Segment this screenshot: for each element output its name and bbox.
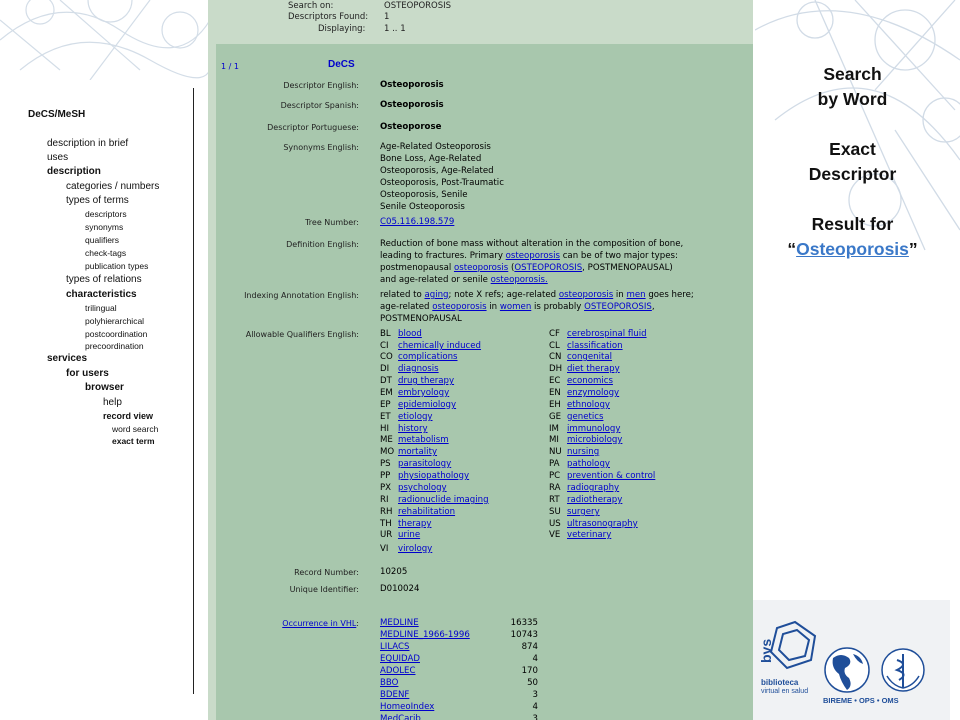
qualifier-code: EN <box>549 388 561 398</box>
qualifier <box>380 435 449 445</box>
indexing-label: Indexing Annotation English: <box>244 291 359 300</box>
qualifier-code: MI <box>549 435 559 445</box>
qualifier <box>549 519 638 529</box>
occurrence-count: 50 <box>527 678 538 688</box>
qualifier-code: DT <box>380 376 392 386</box>
occurrence-db-link[interactable]: LILACS <box>380 642 410 652</box>
decs-record-panel <box>208 0 753 720</box>
qualifier-link[interactable]: physiopathology <box>398 471 470 481</box>
qualifier <box>549 471 655 481</box>
qualifier-link[interactable]: pathology <box>567 459 610 469</box>
qualifier-code: VI <box>380 544 389 554</box>
qualifier-link[interactable]: genetics <box>567 412 604 422</box>
title-line: by Word <box>817 89 888 109</box>
qualifier-link[interactable]: microbiology <box>567 435 623 445</box>
record-number-value: 10205 <box>380 567 408 577</box>
qualifier <box>549 435 622 445</box>
qualifier-link[interactable]: diet therapy <box>567 364 620 374</box>
descriptor-spanish-value <box>380 100 444 112</box>
qualifier <box>380 519 431 529</box>
definition-link[interactable]: osteoporosis <box>453 262 509 273</box>
outline-heading: DeCS/MeSH <box>28 109 86 120</box>
title-spacer <box>760 112 945 137</box>
outline-item[interactable]: types of terms <box>66 195 129 206</box>
qualifier <box>380 459 451 469</box>
descriptor-portuguese-label: Descriptor Portuguese: <box>267 123 359 132</box>
qualifier-link[interactable]: urine <box>398 530 421 540</box>
qualifier-link[interactable]: etiology <box>398 412 433 422</box>
occurrence-db-link[interactable]: EQUIDAD <box>380 654 420 664</box>
qualifier-code: DH <box>549 364 563 374</box>
who-logo <box>879 646 927 694</box>
qualifier-code: MO <box>380 447 395 457</box>
qualifier <box>380 530 420 540</box>
occurrence-count: 4 <box>532 654 538 664</box>
qualifier <box>380 544 432 554</box>
qualifier-link[interactable]: rehabilitation <box>398 507 456 517</box>
qualifier <box>380 352 458 362</box>
qualifier-code: NU <box>549 447 562 457</box>
qualifier-link[interactable]: diagnosis <box>398 364 439 374</box>
outline-item[interactable]: description in brief <box>47 138 129 149</box>
qualifier <box>549 400 610 410</box>
indexing-fragment: is probably <box>531 301 585 312</box>
qualifier-code: RH <box>380 507 393 517</box>
definition-fragment: can be of two major types: <box>559 250 678 261</box>
qualifier <box>380 329 422 339</box>
outline-item[interactable]: publication types <box>85 261 149 271</box>
indexing-fragment: , <box>651 301 655 312</box>
qualifier <box>549 329 647 339</box>
definition-line <box>380 275 683 287</box>
qualifier-link[interactable]: immunology <box>567 424 621 434</box>
qualifier-code: UR <box>380 530 393 540</box>
occurrence-row <box>380 690 538 700</box>
descriptors-found-value: 1 <box>384 12 390 22</box>
qualifier <box>380 376 454 386</box>
qualifier <box>380 447 437 457</box>
qualifier-link[interactable]: history <box>398 424 428 434</box>
synonym: Osteoporosis, Senile <box>380 189 468 200</box>
qualifier <box>380 495 489 505</box>
descriptor-english-label: Descriptor English: <box>283 81 359 90</box>
qualifier-code: VE <box>549 530 561 540</box>
qualifier <box>380 412 433 422</box>
qualifier-link[interactable]: epidemiology <box>398 400 457 410</box>
outline-item[interactable]: word search <box>112 424 159 434</box>
displaying-label: Displaying: <box>318 24 366 34</box>
definition-fragment: leading to fractures. Primary <box>380 250 506 261</box>
qualifier-code: BL <box>380 329 391 339</box>
qualifier <box>380 364 439 374</box>
unique-identifier-value: D010024 <box>380 584 420 594</box>
qualifier-link[interactable]: therapy <box>398 519 432 529</box>
qualifier-code: PC <box>549 471 561 481</box>
occurrence-row <box>380 630 538 640</box>
outline-item[interactable]: synonyms <box>85 222 124 232</box>
outline-item[interactable]: record view <box>103 411 154 421</box>
close-quote: ” <box>908 239 918 259</box>
title-line: Descriptor <box>808 164 897 184</box>
qualifier-code: TH <box>380 519 392 529</box>
indexing-line <box>380 302 694 314</box>
qualifier-link[interactable]: radionuclide imaging <box>398 495 489 505</box>
definition-label: Definition English: <box>286 240 359 249</box>
outline-item[interactable]: trilingual <box>85 303 117 313</box>
qualifier <box>549 352 612 362</box>
qualifier-code: RA <box>549 483 561 493</box>
outline-item[interactable]: check-tags <box>85 248 127 258</box>
logo-strip <box>753 600 950 720</box>
qualifier-code: CF <box>549 329 560 339</box>
qualifier <box>549 507 600 517</box>
outline-item[interactable]: characteristics <box>66 289 137 300</box>
qualifier-code: EC <box>549 376 561 386</box>
qualifier-link[interactable]: ultrasonography <box>567 519 638 529</box>
occurrence-row <box>380 678 538 688</box>
who-emblem-icon <box>879 646 927 694</box>
qualifier <box>380 341 481 351</box>
indexing-link[interactable]: OSTEOPOROSIS <box>584 301 652 312</box>
synonym: Senile Osteoporosis <box>380 201 465 212</box>
definition-line: Reduction of bone mass without alteration in the composition of bone, <box>380 239 684 249</box>
qualifier-link[interactable]: veterinary <box>567 530 612 540</box>
definition-text <box>380 239 683 287</box>
qualifier-code: CN <box>549 352 562 362</box>
database-label: DeCS <box>328 59 355 70</box>
outline-item[interactable]: types of relations <box>66 274 142 285</box>
synonym: Bone Loss, Age-Related <box>380 153 482 164</box>
bireme-logo <box>819 646 875 694</box>
outline-item[interactable]: polyhierarchical <box>85 316 145 326</box>
synonym: Osteoporosis, Age-Related <box>380 165 494 176</box>
definition-link[interactable]: OSTEOPOROSIS <box>514 262 583 273</box>
qualifier-code: EP <box>380 400 391 410</box>
bvs-caption-line: biblioteca <box>761 678 799 687</box>
outline-item[interactable]: help <box>103 397 122 408</box>
record-number-label: Record Number: <box>294 568 359 577</box>
occurrence-count: 170 <box>521 666 538 676</box>
occurrence-db-link[interactable]: BDENF <box>380 690 410 700</box>
outline-item[interactable]: uses <box>47 152 69 163</box>
outline-item[interactable]: description <box>47 166 101 177</box>
descriptor-spanish-text: Osteoporosis <box>380 100 444 110</box>
qualifiers-label: Allowable Qualifiers English: <box>245 330 359 339</box>
occurrence-db-link[interactable]: MEDLINE_1966-1996 <box>380 630 470 640</box>
search-on-label: Search on: <box>288 1 334 11</box>
qualifier-code: PS <box>380 459 391 469</box>
qualifier-link[interactable]: mortality <box>398 447 438 457</box>
qualifier-link[interactable]: radiography <box>567 483 620 493</box>
indexing-fragment: goes here; <box>645 290 694 300</box>
qualifier-link[interactable]: cerebrospinal fluid <box>567 329 647 339</box>
synonyms-label: Synonyms English: <box>283 143 359 152</box>
bireme-caption: BIREME • OPS • OMS <box>823 696 899 705</box>
qualifier-code: HI <box>380 424 389 434</box>
indexing-fragment: in <box>486 301 500 312</box>
qualifier <box>380 471 469 481</box>
title-line: Search <box>823 64 882 84</box>
americas-globe-icon <box>819 646 875 694</box>
qualifier-code: US <box>549 519 561 529</box>
definition-link[interactable]: osteoporosis. <box>490 274 548 285</box>
qualifier <box>549 483 619 493</box>
bvs-mark-text: bvs <box>758 638 774 663</box>
qualifier-link[interactable]: enzymology <box>567 388 620 398</box>
occurrence-row <box>380 714 538 720</box>
slide-title <box>760 62 945 262</box>
occurrence-db-link[interactable]: HomeoIndex <box>380 702 435 712</box>
unique-identifier-label: Unique Identifier: <box>289 585 359 594</box>
occurrence-row <box>380 642 538 652</box>
occurrence-db-link[interactable]: ADOLEC <box>380 666 416 676</box>
qualifier-code: ET <box>380 412 391 422</box>
pager: 1 / 1 <box>221 62 239 71</box>
indexing-fragment: ; note X refs; age-related <box>448 290 559 300</box>
qualifier-link[interactable]: parasitology <box>398 459 452 469</box>
indexing-link[interactable]: osteoporosis <box>432 301 487 312</box>
outline-item[interactable]: descriptors <box>85 209 127 219</box>
title-spacer <box>760 187 945 212</box>
synonyms-list <box>380 142 504 213</box>
qualifier-link[interactable]: congenital <box>567 352 613 362</box>
occurrence-row <box>380 618 538 628</box>
qualifier-code: PP <box>380 471 391 481</box>
tree-number-label: Tree Number: <box>305 218 359 227</box>
qualifier <box>380 400 456 410</box>
occurrence-db-link[interactable]: MEDLINE <box>380 618 419 628</box>
indexing-fragment: related to <box>380 290 425 300</box>
qualifier-code: CO <box>380 352 393 362</box>
indexing-text <box>380 290 694 326</box>
definition-line <box>380 251 683 263</box>
qualifier-code: PA <box>549 459 560 469</box>
qualifier <box>549 412 603 422</box>
descriptor-english-text: Osteoporosis <box>380 80 444 90</box>
occurrence-count: 3 <box>532 714 538 720</box>
occurrence-link[interactable]: Occurrence in VHL <box>282 619 357 628</box>
outline-item[interactable]: exact term <box>112 436 155 446</box>
qualifier-code: RT <box>549 495 560 505</box>
bvs-logo-mark-icon <box>757 616 821 678</box>
outline-item[interactable]: for users <box>66 368 109 379</box>
qualifier <box>380 424 428 434</box>
outline-item[interactable]: postcoordination <box>85 329 148 339</box>
qualifier-code: CI <box>380 341 389 351</box>
qualifier-code: ME <box>380 435 393 445</box>
displaying-value: 1 .. 1 <box>384 24 406 34</box>
occurrence-count: 3 <box>532 690 538 700</box>
indexing-link[interactable]: men <box>626 290 646 300</box>
bvs-caption-line: virtual en salud <box>761 688 809 695</box>
qualifier-code: IM <box>549 424 559 434</box>
qualifier-link[interactable]: economics <box>567 376 613 386</box>
qualifier <box>380 507 455 517</box>
occurrence-colon: : <box>356 619 359 628</box>
indexing-fragment: in <box>613 290 627 300</box>
qualifier-link[interactable]: embryology <box>398 388 450 398</box>
occurrence-label <box>282 619 359 628</box>
search-on-value: OSTEOPOROSIS <box>384 1 452 11</box>
bvs-logo <box>757 616 821 706</box>
occurrence-count: 874 <box>521 642 538 652</box>
outline-divider <box>193 88 194 694</box>
definition-link[interactable]: osteoporosis <box>505 250 560 261</box>
qualifier-code: EH <box>549 400 561 410</box>
definition-fragment: ( <box>508 262 515 273</box>
qualifier <box>549 388 619 398</box>
qualifier-link[interactable]: radiotherapy <box>567 495 623 505</box>
tree-number-link[interactable]: C05.116.198.579 <box>380 217 455 227</box>
term-link[interactable]: Osteoporosis <box>796 239 909 259</box>
title-term-line <box>760 237 945 262</box>
definition-line <box>380 263 683 275</box>
occurrence-count: 10743 <box>510 630 538 640</box>
occurrence-count: 16335 <box>510 618 538 628</box>
outline-item[interactable]: precoordination <box>85 341 144 351</box>
qualifier-link[interactable]: psychology <box>398 483 447 493</box>
qualifier <box>549 495 622 505</box>
qualifier-link[interactable]: chemically induced <box>398 341 482 351</box>
synonym: Osteoporosis, Post-Traumatic <box>380 177 504 188</box>
qualifier <box>549 424 620 434</box>
indexing-line: POSTMENOPAUSAL <box>380 313 462 324</box>
occurrence-count: 4 <box>532 702 538 712</box>
qualifier <box>549 447 599 457</box>
qualifier <box>380 388 449 398</box>
definition-fragment: postmenopausal <box>380 262 454 273</box>
record-box <box>216 44 753 720</box>
qualifier-link[interactable]: prevention & control <box>567 471 656 481</box>
open-quote: “ <box>787 239 797 259</box>
qualifier-link[interactable]: surgery <box>567 507 600 517</box>
qualifier-code: EM <box>380 388 393 398</box>
outline-item[interactable]: browser <box>85 382 124 393</box>
descriptor-spanish-label: Descriptor Spanish: <box>280 101 359 110</box>
descriptor-english-value <box>380 80 444 92</box>
qualifier-code: PX <box>380 483 392 493</box>
qualifier-link[interactable]: drug therapy <box>398 376 455 386</box>
occurrence-db-link[interactable]: BBO <box>380 678 399 688</box>
qualifier-link[interactable]: metabolism <box>398 435 449 445</box>
descriptor-portuguese-value <box>380 122 441 134</box>
occurrence-row <box>380 702 538 712</box>
descriptor-portuguese-text: Osteoporose <box>380 122 442 132</box>
title-line: Result for <box>811 214 894 234</box>
qualifier <box>549 364 620 374</box>
topic-outline <box>0 0 200 720</box>
qualifier-link[interactable]: classification <box>567 341 623 351</box>
qualifier <box>549 376 613 386</box>
qualifier-code: RI <box>380 495 389 505</box>
qualifier <box>549 341 623 351</box>
qualifier-code: DI <box>380 364 390 374</box>
indexing-line <box>380 290 694 302</box>
qualifier-link[interactable]: ethnology <box>567 400 610 410</box>
occurrence-db-link[interactable]: MedCarib <box>380 714 421 720</box>
definition-fragment: , POSTMENOPAUSAL) <box>582 262 673 273</box>
qualifier-link[interactable]: complications <box>398 352 458 362</box>
indexing-link[interactable]: osteoporosis <box>558 290 614 300</box>
qualifier <box>549 530 611 540</box>
definition-fragment: and age-related or senile <box>380 274 491 285</box>
occurrence-row <box>380 666 538 676</box>
descriptors-found-label: Descriptors Found: <box>288 12 369 22</box>
qualifier-link[interactable]: blood <box>398 329 422 339</box>
occurrence-row <box>380 654 538 664</box>
indexing-fragment: age-related <box>380 301 433 312</box>
indexing-link[interactable]: aging <box>424 290 449 300</box>
qualifier <box>380 483 447 493</box>
outline-item[interactable]: services <box>47 353 88 364</box>
synonym: Age-Related Osteoporosis <box>380 142 491 152</box>
tree-number-value <box>380 217 454 229</box>
outline-item[interactable]: qualifiers <box>85 235 120 245</box>
outline-item[interactable]: categories / numbers <box>66 181 160 192</box>
qualifier-code: SU <box>549 507 561 517</box>
outline-list <box>0 0 193 720</box>
qualifier-code: GE <box>549 412 562 422</box>
title-line: Exact <box>829 139 876 159</box>
qualifier-link[interactable]: virology <box>398 544 433 554</box>
qualifier-link[interactable]: nursing <box>567 447 600 457</box>
indexing-link[interactable]: women <box>499 301 532 312</box>
qualifier-code: CL <box>549 341 560 351</box>
qualifier <box>549 459 610 469</box>
